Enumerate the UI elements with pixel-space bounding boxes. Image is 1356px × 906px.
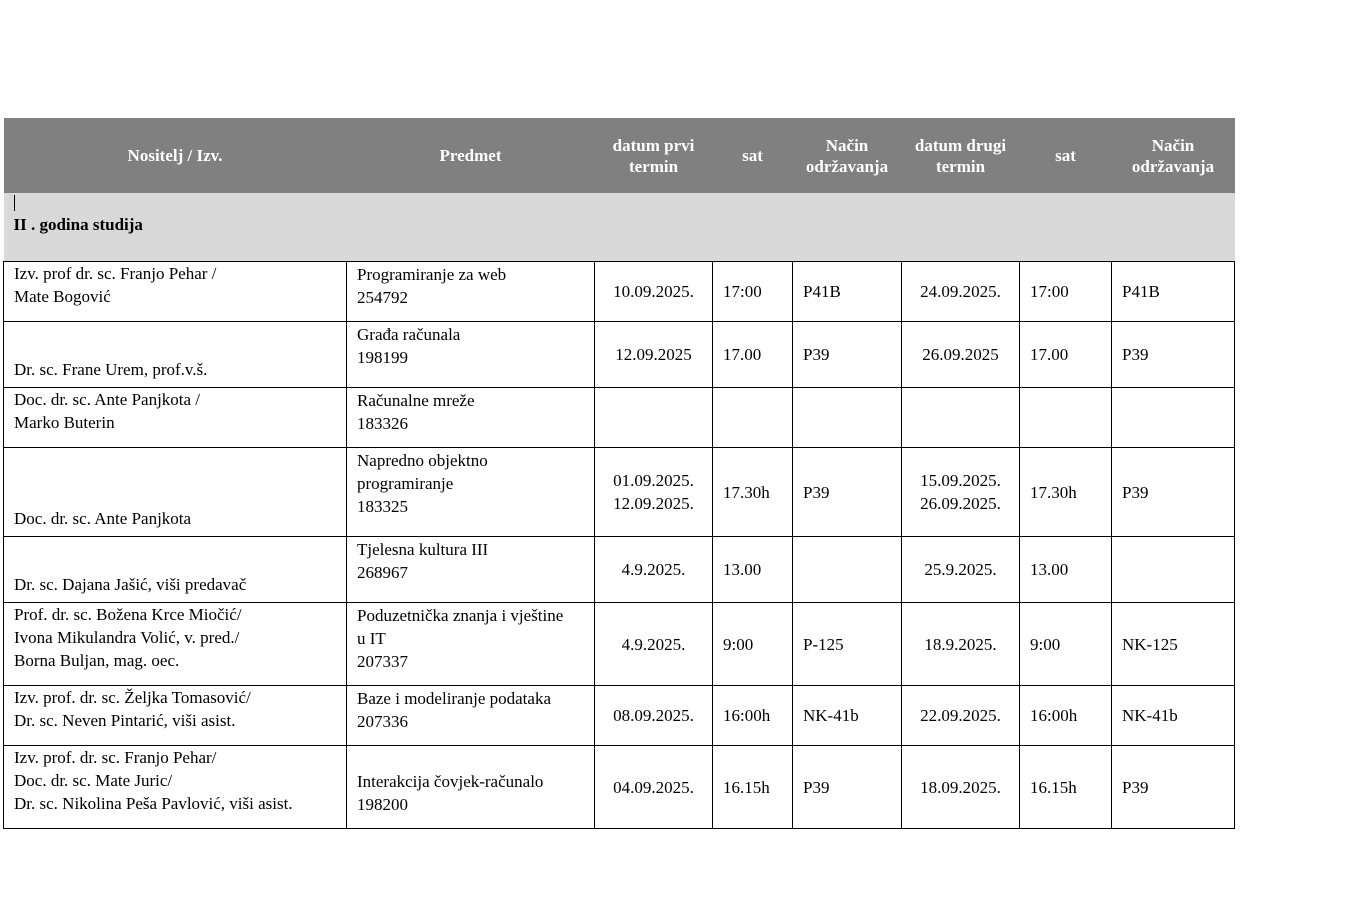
second-date-cell-line: 22.09.2025. bbox=[920, 706, 1001, 725]
second-date-cell bbox=[902, 262, 1020, 322]
first-time-cell: 9:00 bbox=[713, 603, 793, 686]
table-row bbox=[4, 746, 1235, 829]
subject-cell bbox=[347, 603, 595, 686]
first-date-cell-line: 12.09.2025. bbox=[613, 494, 694, 513]
lecturer-cell bbox=[4, 322, 347, 388]
first-time-cell: 17:00 bbox=[713, 262, 793, 322]
first-time-cell: 16.15h bbox=[713, 746, 793, 829]
subject-cell-line: Poduzetnička znanja i vještine bbox=[357, 606, 564, 625]
header-second-time: sat bbox=[1020, 118, 1112, 193]
lecturer-cell-line: Borna Buljan, mag. oec. bbox=[14, 651, 180, 670]
subject-cell-line: 183326 bbox=[357, 414, 408, 433]
first-time-cell: 17.30h bbox=[713, 448, 793, 537]
subject-cell-line: 254792 bbox=[357, 288, 408, 307]
first-date-cell-line: 01.09.2025. bbox=[613, 471, 694, 490]
second-date-cell-line: 24.09.2025. bbox=[920, 282, 1001, 301]
second-date-cell-line: 18.09.2025. bbox=[920, 777, 1001, 797]
second-time-cell: 16.15h bbox=[1020, 746, 1112, 829]
subject-cell bbox=[347, 537, 595, 603]
first-date-cell bbox=[595, 537, 713, 603]
section-row bbox=[4, 193, 1235, 262]
second-date-cell-line: 15.09.2025. bbox=[920, 471, 1001, 490]
section-title: II . godina studija bbox=[13, 215, 143, 234]
lecturer-cell-line: Prof. dr. sc. Božena Krce Miočić/ bbox=[14, 605, 242, 624]
subject-cell-line: Baze i modeliranje podataka bbox=[357, 689, 551, 708]
second-mode-cell: P41B bbox=[1112, 262, 1235, 322]
subject-cell-line: programiranje bbox=[357, 474, 454, 493]
lecturer-cell-line: Doc. dr. sc. Ante Panjkota / bbox=[14, 390, 201, 409]
first-date-cell bbox=[595, 686, 713, 746]
subject-cell-line: 183325 bbox=[357, 497, 408, 516]
table-row bbox=[4, 448, 1235, 537]
subject-cell-line: Tjelesna kultura III bbox=[357, 540, 489, 559]
header-first-time: sat bbox=[713, 118, 793, 193]
subject-cell-line: 207337 bbox=[357, 652, 408, 671]
second-mode-cell: NK-41b bbox=[1112, 686, 1235, 746]
second-date-cell bbox=[902, 322, 1020, 388]
lecturer-cell bbox=[4, 448, 347, 537]
lecturer-cell bbox=[4, 686, 347, 746]
subject-cell-line: Napredno objektno bbox=[357, 451, 488, 470]
second-mode-cell bbox=[1112, 537, 1235, 603]
lecturer-cell bbox=[4, 388, 347, 448]
second-date-cell-line: 26.09.2025 bbox=[922, 345, 999, 364]
second-date-cell bbox=[902, 537, 1020, 603]
second-date-cell bbox=[902, 448, 1020, 537]
lecturer-cell bbox=[4, 603, 347, 686]
subject-cell-line: u IT bbox=[357, 629, 386, 648]
first-date-cell-line: 08.09.2025. bbox=[613, 706, 694, 725]
second-time-cell: 17:00 bbox=[1020, 262, 1112, 322]
second-date-cell-line: 25.9.2025. bbox=[924, 560, 997, 579]
lecturer-cell bbox=[4, 262, 347, 322]
second-date-cell-line: 26.09.2025. bbox=[920, 494, 1001, 513]
first-date-cell-line: 4.9.2025. bbox=[621, 560, 686, 579]
first-time-cell: 17.00 bbox=[713, 322, 793, 388]
table-row bbox=[4, 537, 1235, 603]
lecturer-cell bbox=[4, 746, 347, 829]
first-mode-cell: P41B bbox=[793, 262, 902, 322]
table-row bbox=[4, 388, 1235, 448]
subject-cell bbox=[347, 746, 595, 829]
first-date-cell bbox=[595, 322, 713, 388]
table-row bbox=[4, 262, 1235, 322]
table-row bbox=[4, 603, 1235, 686]
subject-cell-line: 207336 bbox=[357, 712, 408, 731]
subject-cell bbox=[347, 686, 595, 746]
second-mode-cell: P39 bbox=[1112, 746, 1235, 829]
exam-schedule-table bbox=[3, 118, 1235, 829]
first-date-cell-line: 12.09.2025 bbox=[615, 345, 692, 364]
table-row bbox=[4, 322, 1235, 388]
subject-cell-line: 198200 bbox=[357, 795, 408, 814]
first-date-cell-line: 10.09.2025. bbox=[613, 282, 694, 301]
first-mode-cell bbox=[793, 388, 902, 448]
header-second-mode: Način održavanja bbox=[1112, 118, 1235, 193]
first-date-cell bbox=[595, 388, 713, 448]
lecturer-cell-line: Dr. sc. Dajana Jašić, viši predavač bbox=[14, 575, 247, 594]
first-mode-cell bbox=[793, 537, 902, 603]
second-time-cell: 17.30h bbox=[1020, 448, 1112, 537]
header-first-date: datum prvi termin bbox=[595, 118, 713, 193]
subject-cell-line bbox=[357, 747, 584, 770]
second-time-cell: 17.00 bbox=[1020, 322, 1112, 388]
second-date-cell bbox=[902, 686, 1020, 746]
subject-cell bbox=[347, 262, 595, 322]
subject-cell-line: Interakcija čovjek-računalo bbox=[357, 772, 544, 791]
section-cell bbox=[4, 193, 1235, 262]
subject-cell-line: Građa računala bbox=[357, 325, 461, 344]
first-mode-cell: P39 bbox=[793, 322, 902, 388]
second-date-cell bbox=[902, 603, 1020, 686]
subject-cell-line: 268967 bbox=[357, 563, 408, 582]
table-row bbox=[4, 686, 1235, 746]
first-mode-cell: P39 bbox=[793, 448, 902, 537]
second-time-cell: 9:00 bbox=[1020, 603, 1112, 686]
header-first-mode: Način održavanja bbox=[793, 118, 902, 193]
second-time-cell: 13.00 bbox=[1020, 537, 1112, 603]
lecturer-cell-line: Dr. sc. Neven Pintarić, viši asist. bbox=[14, 711, 236, 730]
first-mode-cell: NK-41b bbox=[793, 686, 902, 746]
second-time-cell bbox=[1020, 388, 1112, 448]
second-date-cell-line: 18.9.2025. bbox=[924, 634, 997, 654]
lecturer-cell bbox=[4, 537, 347, 603]
first-date-cell bbox=[595, 746, 713, 829]
lecturer-cell-line: Mate Bogović bbox=[14, 287, 111, 306]
first-date-cell bbox=[595, 262, 713, 322]
subject-cell bbox=[347, 322, 595, 388]
first-mode-cell: P-125 bbox=[793, 603, 902, 686]
second-mode-cell bbox=[1112, 388, 1235, 448]
lecturer-cell-line: Ivona Mikulandra Volić, v. pred./ bbox=[14, 628, 240, 647]
first-date-cell bbox=[595, 603, 713, 686]
lecturer-cell-line: Doc. dr. sc. Ante Panjkota bbox=[14, 509, 192, 528]
second-time-cell: 16:00h bbox=[1020, 686, 1112, 746]
first-date-cell bbox=[595, 448, 713, 537]
lecturer-cell-line: Izv. prof. dr. sc. Željka Tomasović/ bbox=[14, 688, 251, 707]
lecturer-cell-line: Doc. dr. sc. Mate Juric/ bbox=[14, 771, 173, 790]
lecturer-cell-line: Izv. prof. dr. sc. Franjo Pehar/ bbox=[14, 748, 217, 767]
header-second-date: datum drugi termin bbox=[902, 118, 1020, 193]
subject-cell bbox=[347, 388, 595, 448]
lecturer-cell-line: Dr. sc. Nikolina Peša Pavlović, viši asist. bbox=[14, 794, 293, 813]
lecturer-cell-line: Dr. sc. Frane Urem, prof.v.š. bbox=[14, 360, 208, 379]
second-mode-cell: P39 bbox=[1112, 322, 1235, 388]
header-subject: Predmet bbox=[347, 118, 595, 193]
first-time-cell bbox=[713, 388, 793, 448]
second-date-cell bbox=[902, 746, 1020, 829]
second-date-cell bbox=[902, 388, 1020, 448]
subject-cell bbox=[347, 448, 595, 537]
subject-cell-line: 198199 bbox=[357, 348, 408, 367]
text-cursor bbox=[14, 195, 15, 211]
header-lecturer: Nositelj / Izv. bbox=[4, 118, 347, 193]
second-mode-cell: P39 bbox=[1112, 448, 1235, 537]
first-date-cell-line: 04.09.2025. bbox=[613, 777, 694, 797]
second-mode-cell: NK-125 bbox=[1112, 603, 1235, 686]
first-time-cell: 16:00h bbox=[713, 686, 793, 746]
first-time-cell: 13.00 bbox=[713, 537, 793, 603]
subject-cell-line: Računalne mreže bbox=[357, 391, 475, 410]
lecturer-cell-line: Izv. prof dr. sc. Franjo Pehar / bbox=[14, 264, 217, 283]
first-mode-cell: P39 bbox=[793, 746, 902, 829]
lecturer-cell-line: Marko Buterin bbox=[14, 413, 115, 432]
first-date-cell-line: 4.9.2025. bbox=[621, 634, 686, 654]
table-header-row bbox=[4, 118, 1235, 193]
subject-cell-line: Programiranje za web bbox=[357, 265, 507, 284]
